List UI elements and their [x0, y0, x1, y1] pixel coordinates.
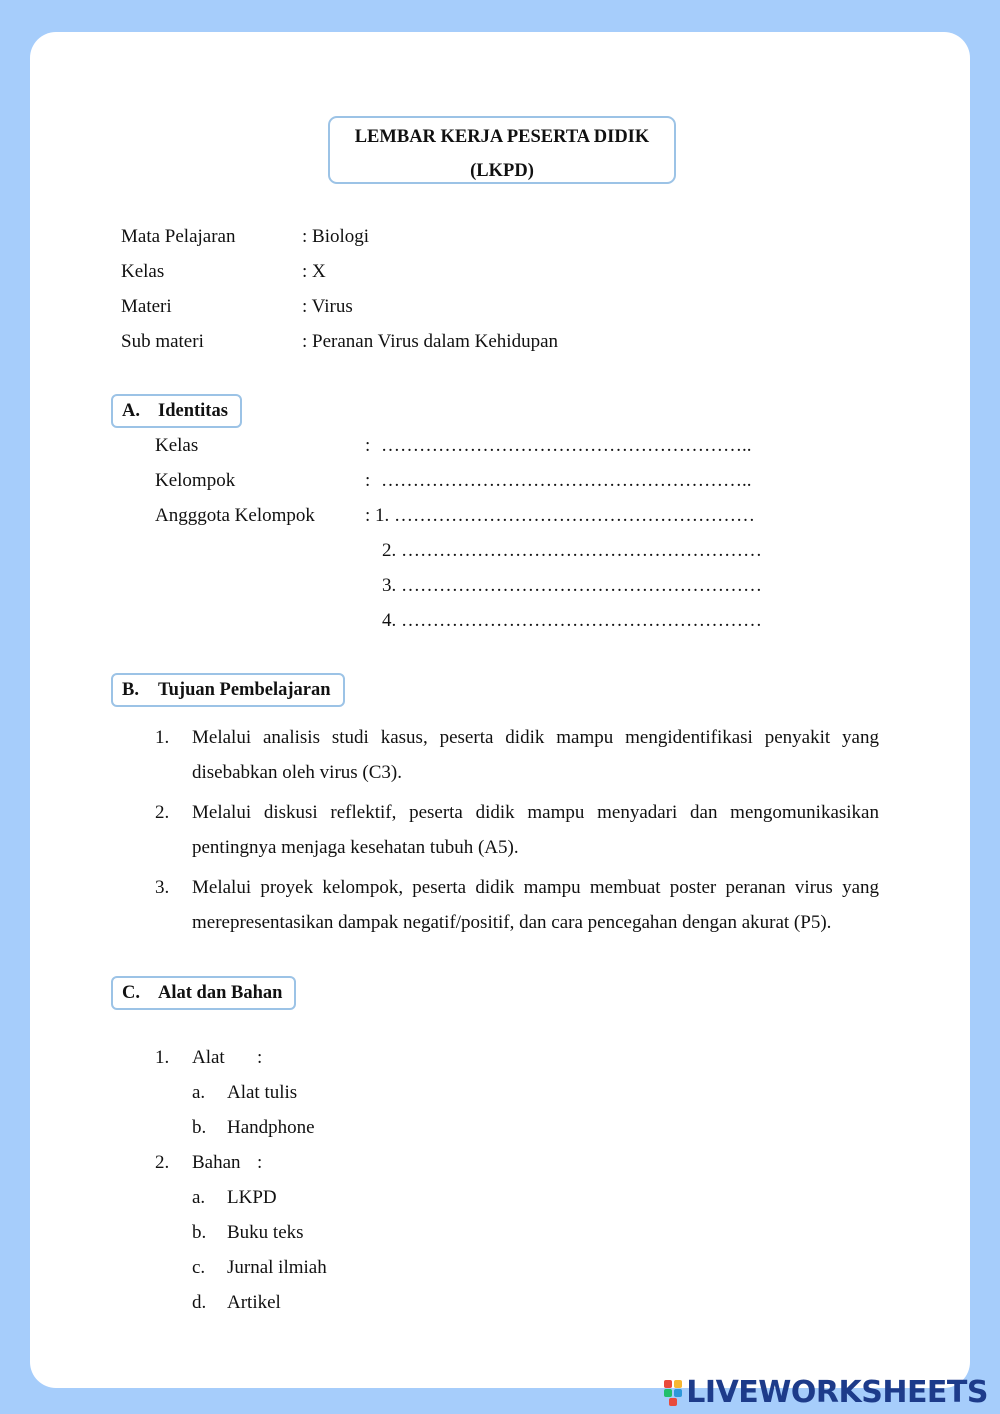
section-letter: C. — [122, 983, 140, 1003]
goal-text: Melalui analisis studi kasus, peserta didik mampu mengidentifikasi penyakit yang disebabkan oleh virus (C3). — [192, 727, 879, 783]
list-label: Alat — [192, 1047, 225, 1068]
identity-row-class — [155, 431, 762, 466]
info-label: Mata Pelajaran — [121, 226, 236, 247]
identity-row-members — [155, 501, 762, 536]
goal-item — [155, 870, 879, 940]
learning-goals — [155, 720, 879, 945]
info-value: : X — [302, 261, 326, 282]
item-text: Buku teks — [227, 1222, 304, 1243]
member-fill-line-1[interactable]: : 1. ………………………………………………… — [365, 505, 756, 526]
item-letter: c. — [192, 1257, 206, 1278]
title-box — [328, 116, 676, 184]
info-value: : Peranan Virus dalam Kehidupan — [302, 331, 558, 352]
list-number: 2. — [155, 1152, 170, 1173]
section-letter: A. — [122, 401, 140, 421]
identity-label: Kelompok — [155, 470, 236, 491]
info-label: Sub materi — [121, 331, 204, 352]
goal-text: Melalui diskusi reflektif, peserta didik mampu menyadari dan mengomunikasikan pentingnya menjaga kesehatan tubuh (A5). — [192, 802, 879, 858]
materials-heading — [155, 1148, 327, 1183]
info-label: Kelas — [121, 261, 165, 282]
list-item — [155, 1253, 327, 1288]
title-line-1: LEMBAR KERJA PESERTA DIDIK — [354, 127, 650, 147]
section-c-heading — [111, 976, 296, 1010]
identity-fields — [155, 431, 762, 641]
info-label: Materi — [121, 296, 172, 317]
list-item — [155, 1183, 327, 1218]
list-item — [155, 1218, 327, 1253]
member-fill-line-2[interactable]: 2. ………………………………………………… — [382, 540, 762, 561]
item-text: Handphone — [227, 1117, 315, 1138]
item-letter: a. — [192, 1082, 206, 1103]
info-row-material — [121, 292, 558, 327]
tools-heading — [155, 1043, 327, 1078]
item-text: Alat tulis — [227, 1082, 298, 1103]
tools-materials — [155, 1043, 327, 1323]
list-item — [155, 1078, 327, 1113]
logo-text: LIVEWORKSHEETS — [686, 1375, 988, 1410]
identity-row-member-2 — [155, 536, 762, 571]
identity-row-group — [155, 466, 762, 501]
worksheet-page — [30, 32, 970, 1388]
goal-number: 2. — [155, 802, 170, 823]
section-letter: B. — [122, 680, 139, 700]
subject-info — [121, 222, 558, 362]
goal-number: 1. — [155, 727, 170, 748]
member-fill-line-4[interactable]: 4. ………………………………………………… — [382, 610, 762, 631]
section-b-heading — [111, 673, 345, 707]
info-value: : Virus — [302, 296, 353, 317]
section-a-heading — [111, 394, 242, 428]
item-letter: b. — [192, 1222, 207, 1243]
group-fill-line[interactable]: ………………………………………………….. — [381, 470, 752, 491]
list-colon: : — [257, 1047, 263, 1068]
identity-colon: : — [365, 470, 371, 491]
list-label: Bahan — [192, 1152, 241, 1173]
class-fill-line[interactable]: ………………………………………………….. — [381, 435, 752, 456]
list-number: 1. — [155, 1047, 170, 1068]
goal-item — [155, 795, 879, 865]
item-text: Jurnal ilmiah — [227, 1257, 327, 1278]
identity-label: Angggota Kelompok — [155, 505, 315, 526]
info-row-subject — [121, 222, 558, 257]
goal-number: 3. — [155, 877, 170, 898]
list-item — [155, 1288, 327, 1323]
section-title: Alat dan Bahan — [158, 983, 283, 1003]
item-letter: b. — [192, 1117, 207, 1138]
goal-text: Melalui proyek kelompok, peserta didik mampu membuat poster peranan virus yang merepresentasikan dampak negatif/positif, dan cara pencegahan dengan akurat (P5). — [192, 877, 879, 933]
section-title: Identitas — [158, 401, 228, 421]
identity-row-member-3 — [155, 571, 762, 606]
list-item — [155, 1113, 327, 1148]
logo-mark-icon — [664, 1380, 682, 1406]
section-title: Tujuan Pembelajaran — [158, 680, 331, 700]
list-colon: : — [257, 1152, 263, 1173]
item-text: LKPD — [227, 1187, 277, 1208]
item-text: Artikel — [227, 1292, 281, 1313]
goal-item — [155, 720, 879, 790]
info-value: : Biologi — [302, 226, 370, 247]
identity-label: Kelas — [155, 435, 199, 456]
member-fill-line-3[interactable]: 3. ………………………………………………… — [382, 575, 762, 596]
item-letter: a. — [192, 1187, 206, 1208]
identity-row-member-4 — [155, 606, 762, 641]
title-line-2: (LKPD) — [470, 161, 534, 181]
identity-colon: : — [365, 435, 371, 456]
liveworksheets-logo[interactable] — [664, 1375, 988, 1410]
info-row-submaterial — [121, 327, 558, 362]
info-row-class — [121, 257, 558, 292]
item-letter: d. — [192, 1292, 207, 1313]
